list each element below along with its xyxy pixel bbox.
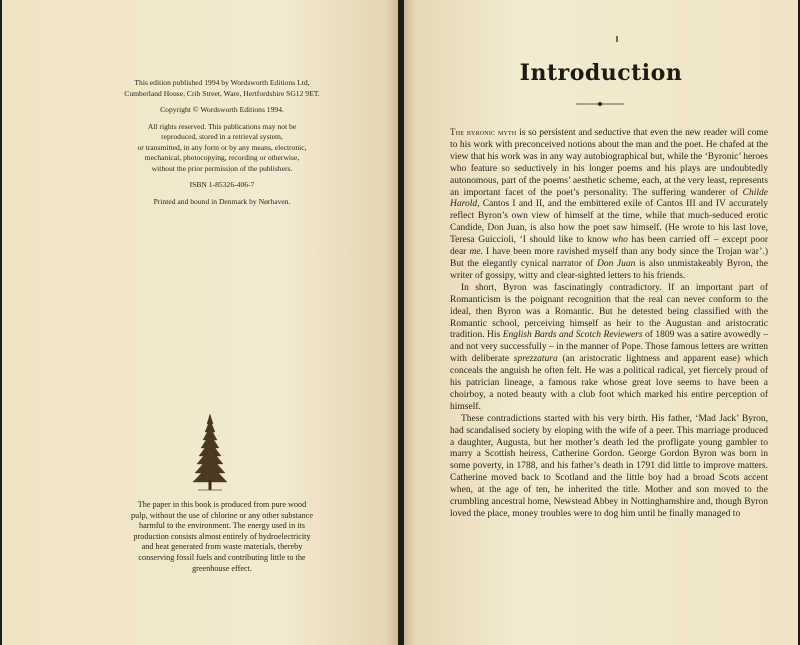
isbn-line: ISBN 1-85326-406-7 [189,180,255,189]
left-page [2,0,398,645]
italic-run: Don Juan [596,258,636,269]
printed-line: Printed and bound in Denmark by Nørhaven. [153,196,291,206]
right-page [404,0,798,645]
body-text [450,127,768,521]
ornament-rule-icon [576,101,624,107]
environment-note [102,500,342,574]
text-run: has been carried off – except poor dear [450,235,768,258]
text-run: . I have been more ravished myself than any body since the Trojan war’.) But the elegantly cynical narrator of [450,247,768,269]
imprint-block [97,78,347,213]
lead-small-caps: The byronic myth [450,127,517,137]
page-mark [616,36,618,42]
rights-line: without the prior permission of the publishers. [151,163,293,173]
env-line: conserving fossil fuels and contributing little to the [138,552,306,562]
copyright-line: Copyright © Wordsworth Editions 1994. [160,105,284,114]
rights-line: reproduced, stored in a retrieval system, [161,132,283,141]
text-run: is also unmistakeably Byron, the writer of gossipy, witty and clear-sighted letters to his friends. [450,258,769,281]
env-line: harmful to the environment. The energy used in its [139,521,305,531]
publisher-line-2: Cumberland House, Crib Street, Ware, Hertfordshire SG12 9ET. [124,88,320,98]
text-run: (an aristocratic lightness and apparent ease) which conceals the anguish he often felt. He was a political radical, yet fiercely proud of his patrician lineage, a famous rake whose great love seems to have been a choirboy, a noted beauty with a club foot which marked his entire perception of himself. [450,354,768,412]
italic-run: who [612,235,628,246]
page-title: Introduction [519,60,683,86]
env-line: The paper in this book is produced from pure wood [137,500,307,509]
italic-run: Childe Harold [450,187,768,210]
italic-run: me [469,247,481,258]
fir-tree-icon [192,412,228,492]
paragraph-2 [450,283,768,414]
italic-run: English Bards and Scotch Reviewers [502,330,643,341]
rights-line: or transmitted, in any form or by any means, electronic, [137,142,307,152]
rights-line: mechanical, photocopying, recording or otherwise, [144,153,300,162]
paragraph-1 [450,127,768,283]
env-line: and heat generated from waste materials, thereby [141,542,303,552]
rights-notice [97,122,347,175]
rights-line: All rights reserved. This publications may not be [147,121,297,131]
env-line: production consists almost entirely of hydroelectricity [133,531,311,541]
italic-run: sprezzatura [513,354,558,365]
text-run: , Cantos I and II, and the embittered exile of Cantos III and IV accurately reflect Byron’s own view of himself at the time, while that much-seduced erotic Candide, Don Juan, is also how the poet saw himself. (He wrote to his last love, Teresa Guiccioli, ‘I should like to know [450,199,768,246]
env-line: pulp, without the use of chlorine or any other substance [131,510,313,520]
env-line: greenhouse effect. [192,563,252,573]
text-run: In short, Byron was fascinatingly contradictory. If an important part of Romanticism is the poignant recognition that the real can never conform to the ideal, then Byron was a Romantic. But he detested being classified with the Romantic school, perceiving himself as heir to the Augustan and aristocratic tradition. His [450,282,768,341]
paragraph-3: These contradictions started with his very birth. His father, ‘Mad Jack’ Byron, had scandalised society by eloping with the wife of a peer. This marriage produced a daughter, Augusta, but her mother’s death led the profligate young gambler to marry a Scottish heiress, Catherine Gordon. George Gordon Byron was born in some poverty, in 1788, and his father’s death in 1791 did little to improve matters. Catherine moved back to Scotland and the little boy had a broad Scots accent when, at the age of ten, he inherited the title. Mother and son moved to the crumbling ancestral home, Newstead Abbey in Nottinghamshire and, though Byron loved the place, money troubles were to dog him until he finally managed to [450,413,768,519]
text-run: of 1809 was a satire avowedly – and not very successfully – in the manner of Pope. Those famous letters are written with deliberate [450,330,768,365]
publisher-line-1: This edition published 1994 by Wordsworth Editions Ltd, [134,78,310,87]
text-run: is so persistent and seductive that even the new reader will come to his work with preconceived notions about the man and the poet. He chafed at the view that his work was in any way autobiographical but, while the ‘Byronic’ heroes who feature so seductively in his longer poems and his plays are undoubtedly autonomous, part of the poems’ aesthetic scheme, each, at the very least, represents an important facet of the poet’s personality. The suffering wanderer of [450,128,768,198]
